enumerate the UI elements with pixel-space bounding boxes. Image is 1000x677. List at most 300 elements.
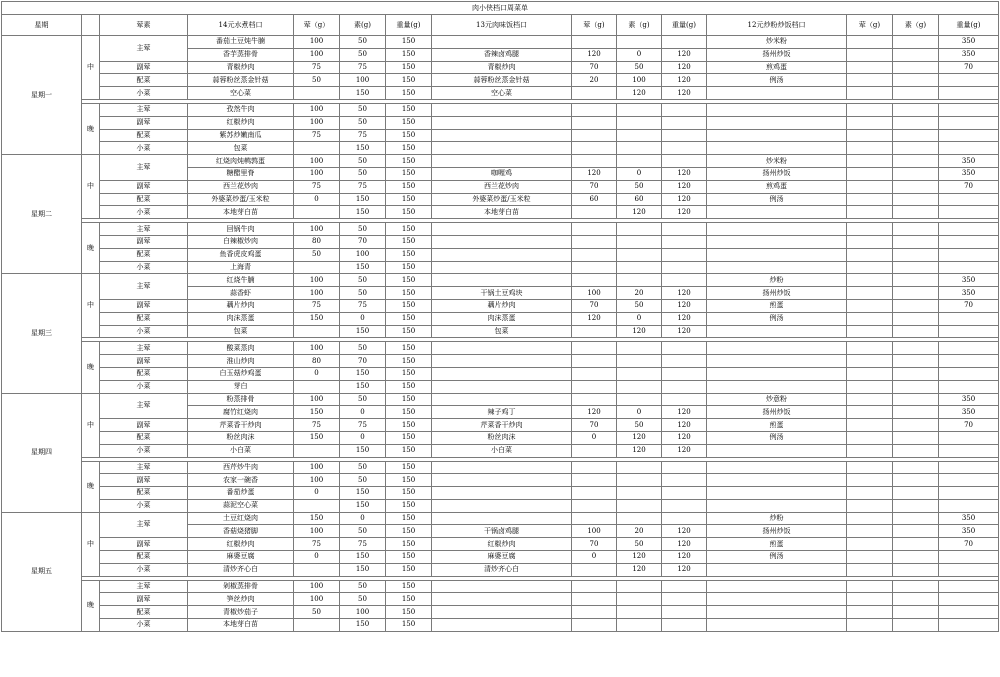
stall2-veg: 120 [617, 206, 662, 219]
stall1-dish: 西兰花炒肉 [188, 180, 294, 193]
stall2-veg: 120 [617, 551, 662, 564]
stall3-meat [847, 593, 893, 606]
stall1-weight: 150 [386, 61, 432, 74]
stall3-dish [707, 380, 847, 393]
stall1-weight: 150 [386, 180, 432, 193]
stall2-weight [662, 36, 707, 49]
stall1-meat: 75 [294, 129, 340, 142]
stall1-meat: 80 [294, 235, 340, 248]
stall1-meat: 80 [294, 355, 340, 368]
table-row [2, 36, 999, 49]
category-cell: 主荤 [100, 103, 188, 116]
stall2-veg: 0 [617, 406, 662, 419]
category-cell: 配菜 [100, 551, 188, 564]
stall2-veg: 50 [617, 419, 662, 432]
stall2-veg [617, 235, 662, 248]
meal-label: 中 [82, 512, 100, 576]
stall1-veg: 100 [340, 606, 386, 619]
stall2-weight: 120 [662, 431, 707, 444]
stall2-dish [432, 103, 572, 116]
stall2-meat [572, 461, 617, 474]
header-stall2: 13元肉味饭档口 [432, 15, 572, 36]
stall2-dish [432, 342, 572, 355]
stall3-weight [939, 619, 999, 632]
stall1-dish: 麻婆豆腐 [188, 551, 294, 564]
stall2-dish: 咖喱鸡 [432, 167, 572, 180]
table-row [2, 342, 999, 355]
stall3-meat [847, 367, 893, 380]
stall2-meat [572, 367, 617, 380]
stall3-meat [847, 431, 893, 444]
stall2-veg: 20 [617, 287, 662, 300]
stall3-dish [707, 223, 847, 236]
stall2-dish: 本地芽白苗 [432, 206, 572, 219]
stall2-weight: 120 [662, 419, 707, 432]
stall3-veg [893, 499, 939, 512]
stall1-weight: 150 [386, 487, 432, 500]
stall3-weight: 350 [939, 287, 999, 300]
stall2-meat [572, 593, 617, 606]
stall3-veg [893, 206, 939, 219]
stall1-weight: 150 [386, 48, 432, 61]
stall1-veg: 150 [340, 87, 386, 100]
stall2-dish: 干锅卤鸡腿 [432, 525, 572, 538]
stall3-veg [893, 299, 939, 312]
stall1-weight: 150 [386, 461, 432, 474]
stall1-meat: 100 [294, 103, 340, 116]
stall1-dish: 番茄炒蛋 [188, 487, 294, 500]
category-cell: 配菜 [100, 248, 188, 261]
stall3-dish: 煎鸡蛋 [707, 61, 847, 74]
stall3-meat [847, 342, 893, 355]
stall3-meat [847, 274, 893, 287]
stall2-meat [572, 380, 617, 393]
stall3-veg [893, 538, 939, 551]
stall3-meat [847, 474, 893, 487]
table-row [2, 380, 999, 393]
table-row [2, 431, 999, 444]
stall3-veg [893, 223, 939, 236]
stall1-meat: 0 [294, 487, 340, 500]
table-row [2, 444, 999, 457]
stall3-veg [893, 419, 939, 432]
stall1-dish: 红椒炒肉 [188, 116, 294, 129]
meal-label: 晚 [82, 342, 100, 393]
stall3-veg [893, 142, 939, 155]
stall3-weight [939, 499, 999, 512]
stall1-veg: 0 [340, 512, 386, 525]
stall3-dish [707, 461, 847, 474]
stall3-meat [847, 419, 893, 432]
stall1-dish: 小白菜 [188, 444, 294, 457]
stall3-dish: 炒意粉 [707, 393, 847, 406]
stall2-dish [432, 142, 572, 155]
category-cell: 小菜 [100, 380, 188, 393]
stall3-veg [893, 235, 939, 248]
stall3-veg [893, 380, 939, 393]
stall2-veg: 60 [617, 193, 662, 206]
stall3-veg [893, 312, 939, 325]
stall1-veg: 75 [340, 129, 386, 142]
table-row [2, 325, 999, 338]
stall2-dish: 外婆菜炒蛋/玉米粒 [432, 193, 572, 206]
stall1-meat: 100 [294, 342, 340, 355]
stall2-dish [432, 235, 572, 248]
stall3-veg [893, 287, 939, 300]
stall3-meat [847, 167, 893, 180]
stall2-veg [617, 512, 662, 525]
stall3-dish: 例汤 [707, 551, 847, 564]
stall1-meat: 100 [294, 167, 340, 180]
stall2-veg [617, 223, 662, 236]
stall3-veg [893, 487, 939, 500]
stall3-veg [893, 261, 939, 274]
stall3-weight [939, 606, 999, 619]
stall1-dish: 糖醋里脊 [188, 167, 294, 180]
stall1-weight: 150 [386, 206, 432, 219]
stall2-veg: 0 [617, 167, 662, 180]
stall2-dish: 辣子鸡丁 [432, 406, 572, 419]
stall3-veg [893, 342, 939, 355]
stall1-weight: 150 [386, 299, 432, 312]
stall2-veg [617, 619, 662, 632]
stall3-meat [847, 155, 893, 168]
stall2-dish: 清炒齐心白 [432, 563, 572, 576]
stall2-veg [617, 103, 662, 116]
stall3-weight [939, 74, 999, 87]
stall3-veg [893, 606, 939, 619]
table-row [2, 206, 999, 219]
table-row [2, 180, 999, 193]
stall3-meat [847, 380, 893, 393]
stall1-weight: 150 [386, 116, 432, 129]
table-row [2, 487, 999, 500]
stall1-meat: 50 [294, 606, 340, 619]
stall2-meat: 60 [572, 193, 617, 206]
category-cell: 小菜 [100, 142, 188, 155]
category-cell: 小菜 [100, 563, 188, 576]
stall3-dish: 煎蛋 [707, 419, 847, 432]
stall2-weight [662, 355, 707, 368]
stall3-meat [847, 129, 893, 142]
stall3-dish [707, 563, 847, 576]
stall3-dish: 煎蛋 [707, 538, 847, 551]
table-row [2, 393, 999, 406]
stall2-dish: 干锅土豆鸡块 [432, 287, 572, 300]
day-label: 星期二 [2, 155, 82, 274]
category-cell: 配菜 [100, 193, 188, 206]
stall2-dish: 芹菜香干炒肉 [432, 419, 572, 432]
stall1-veg: 75 [340, 299, 386, 312]
table-row [2, 619, 999, 632]
stall3-weight [939, 116, 999, 129]
stall1-weight: 150 [386, 419, 432, 432]
stall3-dish [707, 580, 847, 593]
header-stall1: 14元水煮档口 [188, 15, 294, 36]
stall3-dish [707, 235, 847, 248]
stall2-dish [432, 355, 572, 368]
stall3-meat [847, 355, 893, 368]
stall3-weight: 70 [939, 61, 999, 74]
header-veg2: 素（g) [617, 15, 662, 36]
stall2-weight: 120 [662, 525, 707, 538]
stall3-veg [893, 431, 939, 444]
stall2-meat: 70 [572, 419, 617, 432]
stall2-weight [662, 367, 707, 380]
stall3-dish: 扬州炒饭 [707, 287, 847, 300]
table-row [2, 155, 999, 168]
stall1-meat: 100 [294, 223, 340, 236]
stall2-veg: 0 [617, 48, 662, 61]
stall3-dish: 煎蛋 [707, 299, 847, 312]
stall2-meat [572, 444, 617, 457]
stall2-meat [572, 474, 617, 487]
stall3-dish [707, 206, 847, 219]
stall1-dish: 蒜蓉粉丝蒸金针菇 [188, 74, 294, 87]
stall2-weight [662, 342, 707, 355]
stall1-dish: 芹菜香干炒肉 [188, 419, 294, 432]
stall2-weight: 120 [662, 406, 707, 419]
stall1-weight: 150 [386, 393, 432, 406]
stall1-weight: 150 [386, 287, 432, 300]
stall1-dish: 回锅牛肉 [188, 223, 294, 236]
table-row [2, 563, 999, 576]
stall3-veg [893, 619, 939, 632]
stall1-meat: 100 [294, 461, 340, 474]
stall1-meat [294, 87, 340, 100]
stall2-meat [572, 580, 617, 593]
stall1-veg: 50 [340, 116, 386, 129]
stall3-weight: 350 [939, 155, 999, 168]
stall1-dish: 包菜 [188, 325, 294, 338]
stall3-dish [707, 444, 847, 457]
stall1-weight: 150 [386, 261, 432, 274]
stall2-veg [617, 593, 662, 606]
table-row [2, 312, 999, 325]
stall2-weight [662, 499, 707, 512]
stall3-veg [893, 103, 939, 116]
stall3-weight [939, 487, 999, 500]
stall2-meat [572, 499, 617, 512]
stall1-veg: 150 [340, 380, 386, 393]
day-label: 星期一 [2, 36, 82, 155]
stall3-weight: 70 [939, 538, 999, 551]
stall1-veg: 150 [340, 563, 386, 576]
stall1-meat: 75 [294, 538, 340, 551]
table-row [2, 474, 999, 487]
stall1-veg: 50 [340, 36, 386, 49]
table-row [2, 129, 999, 142]
stall2-meat [572, 235, 617, 248]
table-row [2, 116, 999, 129]
stall2-dish [432, 380, 572, 393]
stall2-weight [662, 580, 707, 593]
stall2-dish: 肉沫蒸蛋 [432, 312, 572, 325]
stall1-veg: 50 [340, 461, 386, 474]
stall1-veg: 150 [340, 206, 386, 219]
stall3-dish: 炒粉 [707, 512, 847, 525]
stall2-weight: 120 [662, 538, 707, 551]
stall3-dish [707, 487, 847, 500]
category-cell: 主荤 [100, 274, 188, 300]
stall1-veg: 50 [340, 393, 386, 406]
stall1-veg: 75 [340, 538, 386, 551]
stall1-weight: 150 [386, 167, 432, 180]
category-cell: 配菜 [100, 431, 188, 444]
stall1-weight: 150 [386, 406, 432, 419]
stall1-veg: 75 [340, 61, 386, 74]
stall3-veg [893, 129, 939, 142]
header-veg: 素(g) [340, 15, 386, 36]
header-weight: 重量(g) [386, 15, 432, 36]
stall2-veg [617, 36, 662, 49]
stall2-veg: 120 [617, 325, 662, 338]
stall2-meat [572, 619, 617, 632]
stall3-meat [847, 444, 893, 457]
stall2-dish: 青椒炒肉 [432, 61, 572, 74]
stall1-meat: 150 [294, 312, 340, 325]
stall2-meat [572, 606, 617, 619]
table-row [2, 274, 999, 287]
stall1-veg: 150 [340, 142, 386, 155]
stall3-veg [893, 525, 939, 538]
stall2-dish: 空心菜 [432, 87, 572, 100]
header-meat2: 荤（g) [572, 15, 617, 36]
header-day: 星期 [2, 15, 82, 36]
header-meat3: 荤（g) [847, 15, 893, 36]
stall1-meat: 0 [294, 551, 340, 564]
stall3-dish [707, 593, 847, 606]
stall2-weight: 120 [662, 87, 707, 100]
table-row [2, 499, 999, 512]
category-cell: 副荤 [100, 593, 188, 606]
stall3-dish [707, 367, 847, 380]
stall2-meat [572, 355, 617, 368]
stall2-veg [617, 487, 662, 500]
stall3-meat [847, 235, 893, 248]
stall2-meat [572, 563, 617, 576]
stall1-meat [294, 563, 340, 576]
stall2-meat [572, 325, 617, 338]
stall3-veg [893, 74, 939, 87]
stall1-veg: 75 [340, 180, 386, 193]
stall3-veg [893, 593, 939, 606]
stall1-meat [294, 261, 340, 274]
stall2-meat [572, 393, 617, 406]
stall3-veg [893, 444, 939, 457]
table-row [2, 355, 999, 368]
stall1-veg: 150 [340, 261, 386, 274]
stall3-meat [847, 619, 893, 632]
stall3-weight [939, 563, 999, 576]
stall2-weight: 120 [662, 167, 707, 180]
stall3-meat [847, 116, 893, 129]
menu-title: 肉小侠档口周菜单 [2, 2, 999, 15]
stall3-veg [893, 61, 939, 74]
stall2-weight [662, 103, 707, 116]
stall3-weight: 70 [939, 419, 999, 432]
stall3-meat [847, 563, 893, 576]
stall1-dish: 肉沫蒸蛋 [188, 312, 294, 325]
stall1-veg: 150 [340, 499, 386, 512]
stall2-meat: 120 [572, 167, 617, 180]
stall1-weight: 150 [386, 512, 432, 525]
stall3-meat [847, 312, 893, 325]
stall3-veg [893, 248, 939, 261]
stall3-meat [847, 525, 893, 538]
stall1-veg: 100 [340, 74, 386, 87]
stall3-dish: 扬州炒饭 [707, 48, 847, 61]
stall2-dish [432, 619, 572, 632]
stall1-weight: 150 [386, 499, 432, 512]
stall2-meat: 0 [572, 431, 617, 444]
stall2-veg: 50 [617, 180, 662, 193]
stall3-dish: 例汤 [707, 74, 847, 87]
stall1-veg: 150 [340, 367, 386, 380]
stall1-weight: 150 [386, 367, 432, 380]
stall2-veg: 100 [617, 74, 662, 87]
category-cell: 副荤 [100, 419, 188, 432]
table-row [2, 103, 999, 116]
stall1-dish: 藕片炒肉 [188, 299, 294, 312]
stall1-weight: 150 [386, 474, 432, 487]
stall3-meat [847, 393, 893, 406]
table-row [2, 223, 999, 236]
stall2-dish: 西兰花炒肉 [432, 180, 572, 193]
stall3-veg [893, 512, 939, 525]
stall1-meat [294, 499, 340, 512]
stall2-meat: 70 [572, 538, 617, 551]
stall2-meat [572, 155, 617, 168]
meal-label: 中 [82, 274, 100, 338]
stall1-dish: 白玉菇炒鸡蛋 [188, 367, 294, 380]
table-row [2, 461, 999, 474]
stall3-weight: 350 [939, 393, 999, 406]
stall1-dish: 蒜泥空心菜 [188, 499, 294, 512]
stall1-veg: 150 [340, 487, 386, 500]
stall1-dish: 本地芽白苗 [188, 619, 294, 632]
stall1-weight: 150 [386, 74, 432, 87]
stall1-weight: 150 [386, 444, 432, 457]
stall1-dish: 农家一碗香 [188, 474, 294, 487]
stall2-veg [617, 248, 662, 261]
stall2-dish [432, 499, 572, 512]
stall1-weight: 150 [386, 103, 432, 116]
stall1-veg: 50 [340, 103, 386, 116]
stall1-weight: 150 [386, 87, 432, 100]
stall3-dish [707, 87, 847, 100]
stall2-dish: 包菜 [432, 325, 572, 338]
stall3-weight [939, 431, 999, 444]
stall2-veg [617, 142, 662, 155]
stall3-veg [893, 551, 939, 564]
stall1-veg: 100 [340, 248, 386, 261]
stall2-meat [572, 248, 617, 261]
stall2-veg [617, 355, 662, 368]
category-cell: 小菜 [100, 206, 188, 219]
stall2-weight [662, 619, 707, 632]
stall2-meat [572, 206, 617, 219]
stall2-meat: 120 [572, 406, 617, 419]
stall1-meat: 100 [294, 116, 340, 129]
stall3-dish [707, 342, 847, 355]
stall2-meat [572, 342, 617, 355]
stall3-dish [707, 248, 847, 261]
table-row [2, 367, 999, 380]
stall1-veg: 50 [340, 167, 386, 180]
stall3-meat [847, 580, 893, 593]
stall3-meat [847, 223, 893, 236]
